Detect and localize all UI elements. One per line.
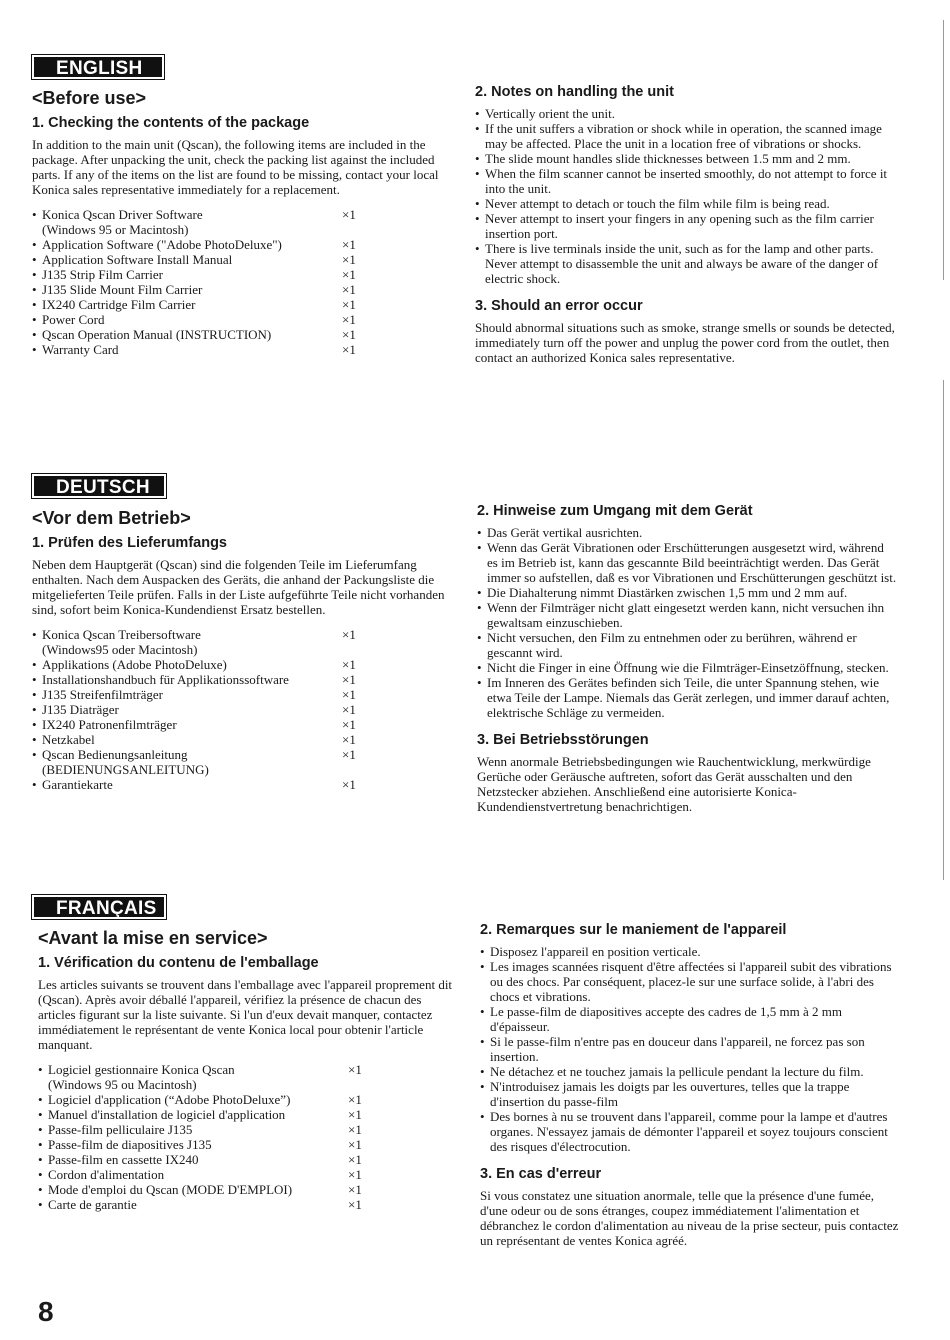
item-quantity: ×1 [342, 657, 356, 672]
bullet-icon: • [477, 630, 482, 645]
bullet-icon: • [477, 585, 482, 600]
item-quantity: ×1 [348, 1182, 362, 1197]
note-text: Never attempt to insert your fingers in any opening such as the film carrier insertion port. [485, 211, 874, 241]
item-name-text: J135 Strip Film Carrier [42, 267, 163, 282]
item-quantity: ×1 [342, 717, 356, 732]
scan-edge-line [943, 380, 944, 880]
check-heading: 1. Checking the contents of the package [32, 115, 310, 131]
item-name-text: Konica Qscan Treibersoftware [42, 627, 201, 642]
package-item [32, 312, 450, 327]
item-name [48, 1092, 348, 1107]
item-name-text: Manuel d'installation de logiciel d'application [48, 1107, 286, 1122]
item-quantity: ×1 [348, 1107, 362, 1122]
note-item [477, 585, 897, 600]
note-text: Le passe-film de diapositives accepte des cadres de 1,5 mm à 2 mm d'épaisseur. [490, 1004, 842, 1034]
item-quantity: ×1 [342, 267, 356, 282]
bullet-icon: • [477, 600, 482, 615]
item-name-text: Power Cord [42, 312, 105, 327]
package-items [32, 627, 450, 792]
item-quantity: ×1 [348, 1122, 362, 1137]
bullet-icon: • [480, 959, 485, 974]
package-item [32, 207, 450, 237]
package-item [32, 267, 450, 282]
note-text: Les images scannées risquent d'être affectées si l'appareil subit des vibrations ou des chocs. Par conséquent, placez-le sur une surface solide, à l'abri des chocs et vibrations. [490, 959, 892, 1004]
item-quantity: ×1 [342, 327, 356, 342]
item-quantity: ×1 [342, 747, 356, 762]
bullet-icon: • [477, 540, 482, 555]
bullet-icon: • [32, 207, 37, 222]
deutsch-left-column [32, 508, 450, 792]
item-quantity: ×1 [342, 672, 356, 687]
item-name-text: Logiciel gestionnaire Konica Qscan [48, 1062, 235, 1077]
package-item [38, 1137, 456, 1152]
notes-heading: 2. Notes on handling the unit [475, 84, 674, 100]
bullet-icon: • [38, 1182, 43, 1197]
note-text: There is live terminals inside the unit, such as for the lamp and other parts. Never attempt to disassemble the unit and always be aware of the danger of electric shock. [485, 241, 879, 286]
note-item [477, 675, 897, 720]
bullet-icon: • [32, 747, 37, 762]
item-quantity: ×1 [342, 252, 356, 267]
item-quantity: ×1 [348, 1092, 362, 1107]
note-item [475, 106, 895, 121]
note-item [477, 525, 897, 540]
item-quantity: ×1 [342, 702, 356, 717]
item-name-text: Installationshandbuch für Applikationssoftware [42, 672, 289, 687]
notes-heading: 2. Hinweise zum Umgang mit dem Gerät [477, 503, 753, 519]
note-text: Never attempt to detach or touch the film while film is being read. [485, 196, 830, 211]
item-name [42, 717, 342, 732]
language-tab-english: ENGLISH [32, 55, 164, 79]
bullet-icon: • [38, 1167, 43, 1182]
package-item [38, 1107, 456, 1122]
deutsch-right-column [477, 503, 897, 814]
item-name-text: IX240 Patronenfilmträger [42, 717, 177, 732]
item-name [48, 1182, 348, 1197]
item-name-text: Mode d'emploi du Qscan (MODE D'EMPLOI) [48, 1182, 293, 1197]
item-name [42, 687, 342, 702]
note-item [480, 1109, 900, 1154]
note-text: If the unit suffers a vibration or shock while in operation, the scanned image may be affected. Place the unit in a location free of vibrations or shocks. [485, 121, 882, 151]
bullet-icon: • [32, 717, 37, 732]
bullet-icon: • [32, 312, 37, 327]
note-text: Nicht versuchen, den Film zu entnehmen oder zu berühren, während er gescannt wird. [487, 630, 857, 660]
error-heading: 3. Should an error occur [475, 298, 643, 314]
package-item [32, 717, 450, 732]
note-text: Wenn der Filmträger nicht glatt eingesetzt werden kann, nicht versuchen ihn gewaltsam einzuschieben. [487, 600, 885, 630]
item-name [42, 342, 342, 357]
error-text: Should abnormal situations such as smoke, strange smells or sounds be detected, immediately turn off the power and unplug the power cord from the outlet, then contact an authorized Konica sales representative. [475, 320, 895, 365]
bullet-icon: • [38, 1137, 43, 1152]
bullet-icon: • [480, 1109, 485, 1124]
note-item [480, 1004, 900, 1034]
item-quantity: ×1 [348, 1062, 362, 1077]
bullet-icon: • [38, 1122, 43, 1137]
item-name [42, 297, 342, 312]
item-name [48, 1197, 348, 1212]
language-tab-francais: FRANÇAIS [32, 895, 166, 919]
package-item [32, 672, 450, 687]
package-item [38, 1197, 456, 1212]
item-quantity: ×1 [342, 297, 356, 312]
package-item [32, 627, 450, 657]
bullet-icon: • [32, 732, 37, 747]
bullet-icon: • [32, 672, 37, 687]
item-name-text: Warranty Card [42, 342, 119, 357]
item-name [42, 732, 342, 747]
francais-left-column [38, 928, 456, 1212]
package-items [38, 1062, 456, 1212]
page-number: 8 [38, 1296, 54, 1327]
error-heading: 3. Bei Betriebsstörungen [477, 732, 649, 748]
bullet-icon: • [477, 660, 482, 675]
note-item [477, 630, 897, 660]
bullet-icon: • [480, 1079, 485, 1094]
note-item [475, 121, 895, 151]
item-quantity: ×1 [342, 342, 356, 357]
note-text: When the film scanner cannot be inserted smoothly, do not attempt to force it into the unit. [485, 166, 888, 196]
bullet-icon: • [32, 657, 37, 672]
package-item [32, 702, 450, 717]
note-item [475, 211, 895, 241]
bullet-icon: • [475, 106, 480, 121]
item-quantity: ×1 [348, 1167, 362, 1182]
error-heading: 3. En cas d'erreur [480, 1166, 602, 1182]
item-name [42, 627, 342, 657]
item-name-text: Cordon d'alimentation [48, 1167, 165, 1182]
language-tab-deutsch: DEUTSCH [32, 474, 166, 498]
bullet-icon: • [32, 702, 37, 717]
item-name [42, 207, 342, 237]
bullet-icon: • [480, 944, 485, 959]
notes-heading: 2. Remarques sur le maniement de l'appareil [480, 922, 787, 938]
package-items [32, 207, 450, 357]
note-text: Si le passe-film n'entre pas en douceur dans l'appareil, ne forcez pas son insertion. [490, 1034, 865, 1064]
note-item [477, 600, 897, 630]
item-quantity: ×1 [348, 1137, 362, 1152]
english-right-column [475, 84, 895, 365]
note-text: Die Diahalterung nimmt Diastärken zwischen 1,5 mm und 2 mm auf. [487, 585, 848, 600]
note-item [475, 196, 895, 211]
package-item [38, 1122, 456, 1137]
bullet-icon: • [32, 282, 37, 297]
item-quantity: ×1 [342, 687, 356, 702]
notes-list [475, 106, 895, 286]
note-item [480, 1034, 900, 1064]
bullet-icon: • [38, 1062, 43, 1077]
bullet-icon: • [475, 196, 480, 211]
check-intro: Neben dem Hauptgerät (Qscan) sind die folgenden Teile im Lieferumfang enthalten. Nach dem Auspacken des Geräts, die anhand der Packungsliste die mitgelieferten Teile prüfen. Falls in der Liste aufgeführte Teile nicht vorhanden sind, sofort beim Konica-Kundendienst Ersatz bestellen. [32, 557, 445, 617]
bullet-icon: • [475, 166, 480, 181]
item-name-text: Application Software ("Adobe PhotoDeluxe") [42, 237, 282, 252]
item-name [42, 252, 342, 267]
item-quantity: ×1 [342, 732, 356, 747]
item-subtitle: (Windows 95 or Macintosh) [42, 222, 189, 237]
item-quantity: ×1 [342, 207, 356, 222]
note-text: Im Inneren des Gerätes befinden sich Teile, die unter Spannung stehen, wie etwa Teile der Lampe. Niemals das Gerät zerlegen, und immer darauf achten, elektrische Schläge zu vermeiden. [487, 675, 890, 720]
package-item [32, 732, 450, 747]
item-name-text: IX240 Cartridge Film Carrier [42, 297, 196, 312]
item-name [42, 657, 342, 672]
package-item [32, 747, 450, 777]
package-item [32, 687, 450, 702]
package-item [32, 282, 450, 297]
note-item [480, 1064, 900, 1079]
bullet-icon: • [32, 627, 37, 642]
bullet-icon: • [38, 1197, 43, 1212]
bullet-icon: • [475, 241, 480, 256]
section-title: <Before use> [32, 88, 147, 108]
package-item [32, 777, 450, 792]
notes-list [477, 525, 897, 720]
item-subtitle: (BEDIENUNGSANLEITUNG) [42, 762, 209, 777]
bullet-icon: • [480, 1064, 485, 1079]
bullet-icon: • [32, 342, 37, 357]
item-name [48, 1122, 348, 1137]
item-name-text: Qscan Bedienungsanleitung [42, 747, 188, 762]
check-intro: Les articles suivants se trouvent dans l'emballage avec l'appareil proprement dit (Qscan). Après avoir déballé l'appareil, vérifiez la présence de chacun des articles figurant sur la liste suivante. Si l'un d'eux devait manquer, contactez immédiatement le représentant de vente Konica local pour obtenir l'article manquant. [38, 977, 453, 1052]
item-quantity: ×1 [348, 1197, 362, 1212]
item-name-text: Qscan Operation Manual (INSTRUCTION) [42, 327, 272, 342]
bullet-icon: • [32, 687, 37, 702]
english-left-column [32, 88, 450, 357]
package-item [32, 237, 450, 252]
bullet-icon: • [38, 1092, 43, 1107]
package-item [38, 1152, 456, 1167]
notes-list [480, 944, 900, 1154]
note-item [475, 151, 895, 166]
note-text: Des bornes à nu se trouvent dans l'appareil, comme pour la lampe et d'autres organes. N'essayez jamais de démonter l'appareil et soyez toujours conscient des risques d'électrocution. [490, 1109, 888, 1154]
item-name-text: J135 Diaträger [42, 702, 119, 717]
francais-right-column [480, 922, 900, 1248]
item-name [42, 282, 342, 297]
item-quantity: ×1 [342, 627, 356, 642]
item-subtitle: (Windows95 oder Macintosh) [42, 642, 198, 657]
bullet-icon: • [480, 1034, 485, 1049]
item-subtitle: (Windows 95 ou Macintosh) [48, 1077, 197, 1092]
item-name-text: J135 Streifenfilmträger [42, 687, 163, 702]
note-text: N'introduisez jamais les doigts par les ouvertures, telles que la trappe d'insertion du passe-film [490, 1079, 850, 1109]
package-item [32, 252, 450, 267]
item-name-text: Logiciel d'application (“Adobe PhotoDeluxe”) [48, 1092, 291, 1107]
note-item [477, 540, 897, 585]
note-item [475, 241, 895, 286]
item-name [48, 1107, 348, 1122]
item-quantity: ×1 [342, 237, 356, 252]
item-quantity: ×1 [342, 777, 356, 792]
package-item [32, 657, 450, 672]
item-name [48, 1062, 348, 1092]
note-item [480, 1079, 900, 1109]
package-item [32, 342, 450, 357]
bullet-icon: • [477, 525, 482, 540]
package-item [38, 1062, 456, 1092]
item-name [42, 312, 342, 327]
item-name-text: Passe-film en cassette IX240 [48, 1152, 199, 1167]
package-item [38, 1182, 456, 1197]
package-item [38, 1167, 456, 1182]
item-name [48, 1167, 348, 1182]
note-item [480, 944, 900, 959]
item-name [48, 1152, 348, 1167]
item-quantity: ×1 [348, 1152, 362, 1167]
item-name [48, 1137, 348, 1152]
bullet-icon: • [477, 675, 482, 690]
section-title: <Avant la mise en service> [38, 928, 268, 948]
note-text: Das Gerät vertikal ausrichten. [487, 525, 643, 540]
package-item [38, 1092, 456, 1107]
check-heading: 1. Prüfen des Lieferumfangs [32, 535, 227, 551]
bullet-icon: • [32, 237, 37, 252]
note-text: Disposez l'appareil en position verticale. [490, 944, 701, 959]
bullet-icon: • [38, 1107, 43, 1122]
item-name [42, 267, 342, 282]
bullet-icon: • [38, 1152, 43, 1167]
note-text: Nicht die Finger in eine Öffnung wie die Filmträger-Einsetzöffnung, stecken. [487, 660, 889, 675]
section-title: <Vor dem Betrieb> [32, 508, 191, 528]
item-name-text: Garantiekarte [42, 777, 113, 792]
bullet-icon: • [32, 297, 37, 312]
error-text: Wenn anormale Betriebsbedingungen wie Rauchentwicklung, merkwürdige Gerüche oder Geräusche auftreten, sofort das Gerät ausschalten und den Netzstecker abziehen. Anschließend eine autorisierte Konica-Kundendienstvertretung benachrichtigen. [477, 754, 871, 814]
item-name [42, 237, 342, 252]
bullet-icon: • [475, 211, 480, 226]
item-name [42, 672, 342, 687]
item-quantity: ×1 [342, 282, 356, 297]
note-text: Wenn das Gerät Vibrationen oder Erschütterungen ausgesetzt wird, während es im Betrieb ist, kann das gescannte Bild beeinträchtigt werden. Das Gerät immer so aufstellen, daß es vor Vibrationen und Erschütterungen geschützt ist. [487, 540, 897, 585]
item-name-text: Passe-film de diapositives J135 [48, 1137, 212, 1152]
item-name [42, 327, 342, 342]
bullet-icon: • [475, 121, 480, 136]
bullet-icon: • [32, 777, 37, 792]
item-quantity: ×1 [342, 312, 356, 327]
note-item [480, 959, 900, 1004]
item-name [42, 747, 342, 777]
bullet-icon: • [32, 267, 37, 282]
bullet-icon: • [32, 327, 37, 342]
check-intro: In addition to the main unit (Qscan), the following items are included in the package. After unpacking the unit, check the packing list against the included parts. If any of the items on the list are found to be missing, contact your local Konica sales representative immediately for a replacement. [32, 137, 439, 197]
scan-edge-line [943, 20, 944, 280]
error-text: Si vous constatez une situation anormale, telle que la présence d'une fumée, d'une odeur ou de sons étranges, coupez immédiatement l'alimentation et débranchez le cordon d'alimentation au niveau de la prise secteur, puis contactez un représentant de ventes Konica agréé. [480, 1188, 899, 1248]
note-text: Vertically orient the unit. [485, 106, 615, 121]
note-item [475, 166, 895, 196]
item-name-text: Konica Qscan Driver Software [42, 207, 203, 222]
note-item [477, 660, 897, 675]
check-heading: 1. Vérification du contenu de l'emballage [38, 955, 319, 971]
item-name-text: Applikations (Adobe PhotoDeluxe) [42, 657, 227, 672]
item-name-text: Application Software Install Manual [42, 252, 233, 267]
item-name-text: Netzkabel [42, 732, 95, 747]
item-name-text: Carte de garantie [48, 1197, 137, 1212]
bullet-icon: • [32, 252, 37, 267]
note-text: Ne détachez et ne touchez jamais la pellicule pendant la lecture du film. [490, 1064, 864, 1079]
bullet-icon: • [475, 151, 480, 166]
item-name [42, 702, 342, 717]
item-name [42, 777, 342, 792]
bullet-icon: • [480, 1004, 485, 1019]
item-name-text: J135 Slide Mount Film Carrier [42, 282, 203, 297]
item-name-text: Passe-film pelliculaire J135 [48, 1122, 193, 1137]
note-text: The slide mount handles slide thicknesses between 1.5 mm and 2 mm. [485, 151, 851, 166]
package-item [32, 297, 450, 312]
package-item [32, 327, 450, 342]
